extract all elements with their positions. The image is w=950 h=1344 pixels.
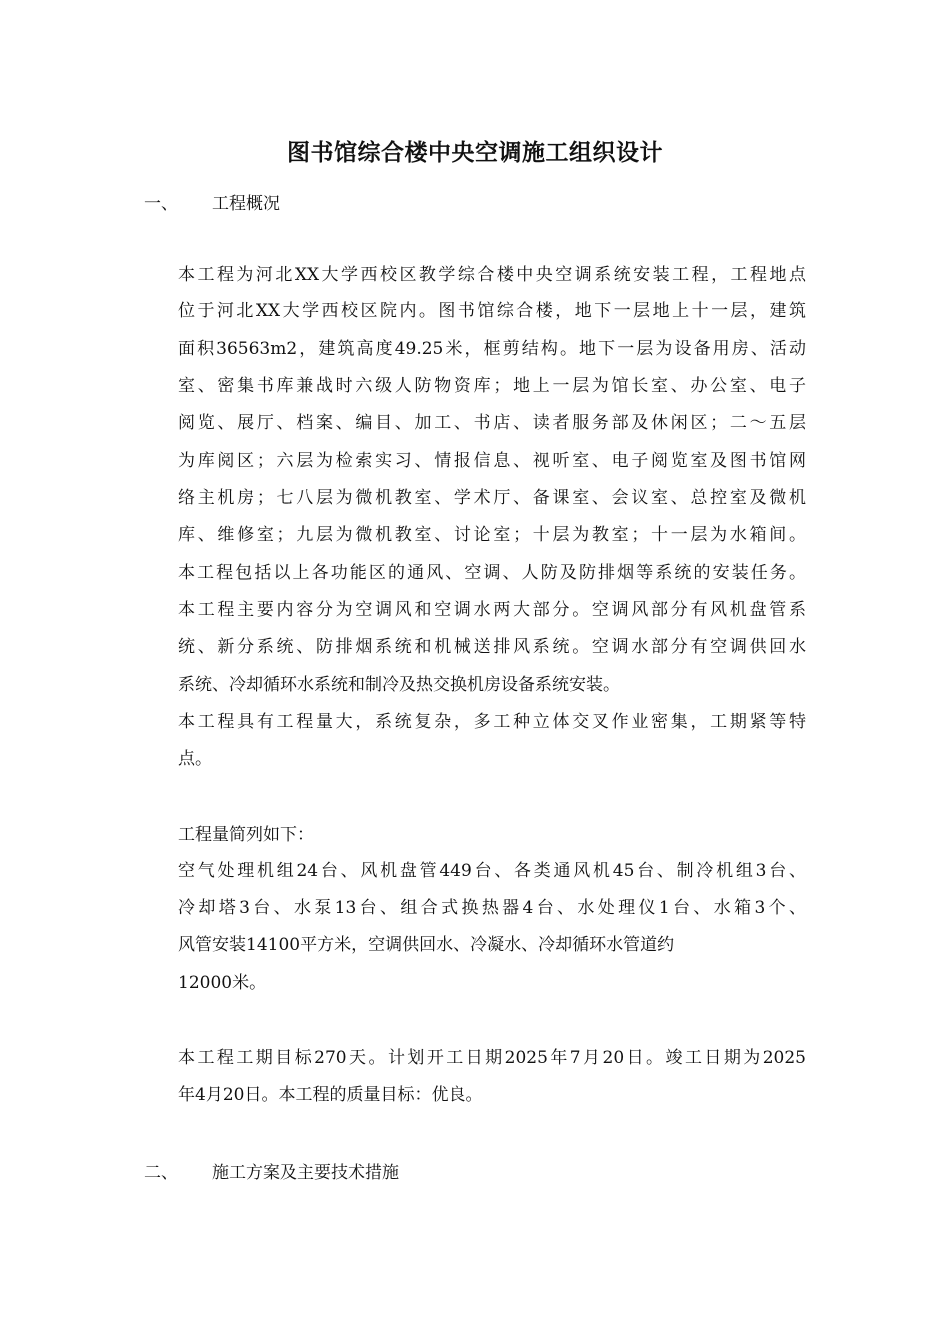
section-title: 施工方案及主要技术措施 — [212, 1163, 399, 1183]
quantities-line: 冷却塔3台、水泵13台、组合式换热器4台、水处理仪1台、水箱3个、 — [178, 898, 806, 918]
overview-line: 本工程包括以上各功能区的通风、空调、人防及防排烟等系统的安装任务。 — [178, 563, 806, 583]
schedule-line: 本工程工期目标270天。计划开工日期2025年7月20日。竣工日期为2025 — [178, 1048, 806, 1068]
overview-line: 点。 — [178, 749, 212, 769]
overview-line: 位于河北XX大学西校区院内。图书馆综合楼，地下一层地上十一层，建筑 — [178, 301, 806, 321]
overview-line: 络主机房；七八层为微机教室、学术厅、备课室、会议室、总控室及微机 — [178, 488, 806, 508]
overview-line: 室、密集书库兼战时六级人防物资库；地上一层为馆长室、办公室、电子 — [178, 376, 806, 396]
section-heading-construction-plan — [144, 1158, 399, 1183]
overview-line: 阅览、展厅、档案、编目、加工、书店、读者服务部及休闲区；二～五层 — [178, 413, 806, 433]
quantities-line: 12000米。 — [178, 973, 267, 993]
overview-line: 本工程具有工程量大，系统复杂，多工种立体交叉作业密集，工期紧等特 — [178, 712, 806, 732]
overview-line: 本工程主要内容分为空调风和空调水两大部分。空调风部分有风机盘管系 — [178, 600, 806, 620]
quantities-line-text: 风管安装14100平方米，空调供回水、冷凝水、冷却循环水管道约 — [178, 935, 675, 955]
overview-line: 库、维修室；九层为微机教室、讨论室；十层为教室；十一层为水箱间。 — [178, 525, 806, 545]
section-number: 一、 — [144, 194, 178, 214]
overview-line: 面积36563m2，建筑高度49.25米，框剪结构。地下一层为设备用房、活动 — [178, 339, 806, 359]
overview-line: 统、新分系统、防排烟系统和机械送排风系统。空调水部分有空调供回水 — [178, 637, 806, 657]
page-title: 图书馆综合楼中央空调施工组织设计 — [287, 139, 663, 166]
quantities-line — [178, 935, 738, 955]
overview-line: 本工程为河北XX大学西校区教学综合楼中央空调系统安装工程，工程地点 — [178, 265, 806, 285]
section-number: 二、 — [144, 1163, 178, 1183]
quantities-line: 空气处理机组24台、风机盘管449台、各类通风机45台、制冷机组3台、 — [178, 861, 806, 881]
overview-line: 为库阅区；六层为检索实习、情报信息、视听室、电子阅览室及图书馆网 — [178, 451, 806, 471]
schedule-line: 年4月20日。本工程的质量目标：优良。 — [178, 1085, 483, 1105]
section-heading-overview — [144, 189, 280, 214]
section-title: 工程概况 — [212, 194, 280, 214]
quantities-intro: 工程量简列如下： — [178, 825, 314, 845]
overview-line: 系统、冷却循环水系统和制冷及热交换机房设备系统安装。 — [178, 675, 620, 695]
